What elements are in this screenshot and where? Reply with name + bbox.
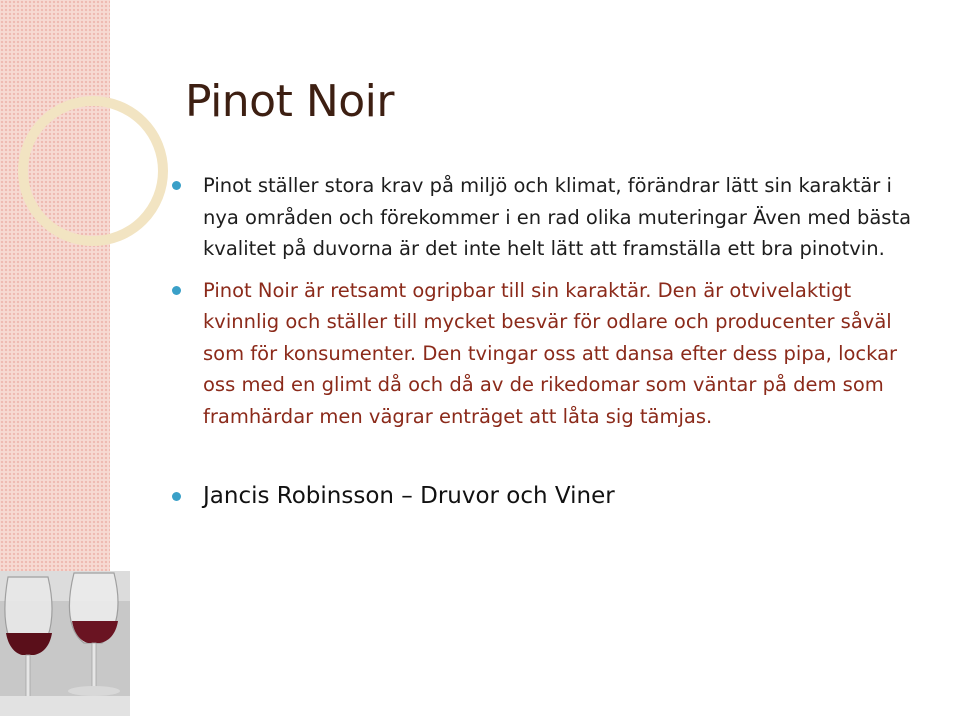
bullet-dot-icon — [172, 492, 181, 501]
decorative-ring — [18, 96, 168, 246]
bullet-item — [172, 480, 932, 512]
bullet-text: Pinot ställer stora krav på miljö och klimat, förändrar lätt sin karaktär i nya områden och förekommer i en rad olika muteringar Även med bästa kvalitet på duvorna är det inte helt lätt att framställa ett bra pinotvin. — [203, 174, 912, 260]
slide-title: Pinot Noir — [185, 76, 394, 127]
quote-text: Pinot Noir är retsamt ogripbar till sin karaktär. Den är otvivelaktigt kvinnlig och ställer till mycket besvär för odlare och producenter såväl som för konsumenter. Den tvingar oss att dansa efter dess pipa, lockar oss med en glimt då och då av de rikedomar som väntar på dem som framhärdar men vägrar enträget att låta sig tämjas. — [203, 278, 898, 428]
source-reference: Jancis Robinsson – Druvor och Viner — [203, 483, 615, 509]
wine-glasses-photo — [0, 571, 130, 716]
bullet-item — [172, 275, 932, 433]
bullet-dot-icon — [172, 286, 181, 295]
bullet-item — [172, 170, 932, 265]
bullet-dot-icon — [172, 181, 181, 190]
bullet-list — [172, 170, 932, 512]
